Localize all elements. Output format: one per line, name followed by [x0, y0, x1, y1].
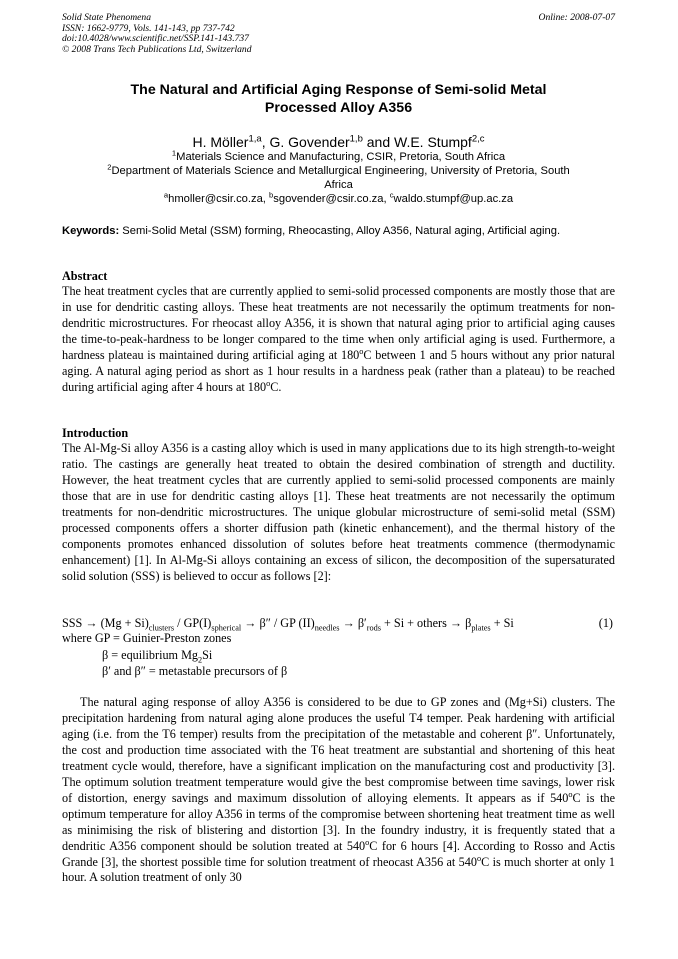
- author-2-affil: 1,b: [349, 133, 363, 145]
- author-sep-2: and: [362, 134, 395, 150]
- email-c[interactable]: waldo.stumpf@up.ac.za: [393, 192, 514, 205]
- eq-part: + Si: [490, 616, 514, 630]
- eq-subscript: needles: [314, 623, 340, 633]
- affiliation-1-marker: 1: [171, 148, 177, 158]
- degree-sign: o: [568, 789, 573, 799]
- journal-name: Solid State Phenomena: [62, 12, 151, 23]
- def-1-text-end: Si: [202, 648, 213, 662]
- degree-sign: o: [365, 837, 370, 847]
- eq-part: + Si + others → β: [380, 616, 472, 630]
- affiliation-2: [62, 162, 615, 179]
- email-a[interactable]: hmoller@csir.co.za,: [168, 192, 270, 205]
- affiliation-2-cont: Africa: [324, 178, 353, 191]
- author-list: [62, 133, 615, 151]
- introduction-heading: Introduction: [62, 426, 129, 440]
- online-date: Online: 2008-07-07: [538, 12, 615, 23]
- para2-part-2: C is the optimum temperature for alloy A356 in terms of the compromise between shortening heat treatment time as well as minimising the risk of blistering and distortion [3]. In the foundry industry, it is frequently stated that a dendritic A356 component should be solution treated at 540: [62, 790, 615, 853]
- equation-where: where GP = Guinier-Preston zones: [62, 631, 232, 645]
- author-1: H. Möller: [192, 134, 249, 150]
- affiliation-2-text: Department of Materials Science and Metallurgical Engineering, University of Pretoria, South: [111, 164, 570, 177]
- affiliation-1-text: Materials Science and Manufacturing, CSIR, Pretoria, South Africa: [176, 151, 506, 163]
- author-3-affil: 2,c: [471, 133, 485, 145]
- email-c-marker: c: [389, 189, 394, 199]
- title-line-2: Processed Alloy A356: [264, 99, 413, 116]
- para2-part-4: C is much shorter at only 1 hour. A solution treatment of only 30: [62, 854, 615, 885]
- author-2: G. Govender: [269, 134, 350, 150]
- email-list: [62, 189, 615, 207]
- eq-subscript: plates: [471, 623, 491, 633]
- keywords-label: Keywords:: [62, 225, 120, 237]
- abstract-part-3: C.: [270, 379, 282, 394]
- affiliation-2-marker: 2: [107, 162, 112, 172]
- abstract-part-2: C between 1 and 5 hours without any prior natural aging. A natural aging period as short as 1 hour results in a hardness peak (rather than a plateau) to be reached during artificial aging after 4 hours at 180: [62, 347, 616, 394]
- def-1-subscript: 2: [198, 655, 203, 665]
- keywords: [62, 224, 615, 239]
- issn-line: ISSN: 1662-9779, Vols. 141-143, pp 737-742: [62, 22, 235, 34]
- author-sep-1: ,: [261, 134, 270, 150]
- para2-part-3: C for 6 hours [4]. According to Rosso and Actis Grande [3], the shortest possible time for solution treatment of rheocast A356 at 540: [62, 838, 615, 869]
- journal-header: [62, 13, 615, 55]
- abstract-text: [62, 284, 615, 396]
- degree-sign: o: [476, 853, 482, 863]
- introduction-para-2: [62, 695, 615, 886]
- degree-sign: o: [266, 378, 271, 388]
- eq-subscript: rods: [366, 623, 381, 633]
- equation-def-2: β′ and β″ = metastable precursors of β: [102, 664, 288, 678]
- abstract-heading: Abstract: [62, 269, 108, 283]
- keywords-text: Semi-Solid Metal (SSM) forming, Rheocasting, Alloy A356, Natural aging, Artificial aging.: [119, 225, 561, 237]
- author-3: W.E. Stumpf: [394, 134, 472, 150]
- eq-part: SSS → (Mg + Si): [62, 616, 149, 630]
- eq-subscript: spherical: [211, 623, 242, 633]
- doi-line: doi:10.4028/www.scientific.net/SSP.141-143.737: [62, 33, 249, 45]
- affiliation-1: [62, 148, 615, 165]
- email-b-marker: b: [269, 189, 274, 199]
- degree-sign: o: [359, 346, 364, 356]
- para2-part-1: The natural aging response of alloy A356 is considered to be due to GP zones and (Mg+Si) clusters. The precipitation hardening from natural aging alone produces the useful T4 temper. Peak hardening with artificial aging (i.e. from the T6 temper) results from the precipitation of the metastable and coherent β″. Unfortunately, the cost and production time associated with the T6 heat treatment are substantial and shortening of this heat treatment cycle would, therefore, have a significant implication on the manufacturing cost and productivity [3]. The optimum solution treatment temperature would give the best compromise between time savings, lower risk of distortion, energy savings and maximum dissolution of alloying elements. It appears as if 540: [62, 695, 615, 805]
- equation-number: (1): [598, 616, 613, 630]
- equation-def-1: [102, 648, 212, 664]
- abstract-part-1: The heat treatment cycles that are currently applied to semi-solid processed components are mostly those that are in use for dendritic casting alloys. These heat treatments are not necessarily the optimum treatments for non-dendritic microstructures. For rheocast alloy A356, it is shown that natural aging prior to artificial aging causes the time-to-peak-hardness to be longer compared to the time when only artificial aging is used. Furthermore, a hardness plateau is maintained during artificial aging at 180: [62, 284, 615, 362]
- eq-part: → β′: [339, 616, 367, 630]
- affiliations: [62, 148, 615, 207]
- author-1-affil: 1,a: [248, 133, 262, 145]
- paper-title: [62, 82, 615, 117]
- introduction-para-1: The Al-Mg-Si alloy A356 is a casting alloy which is used in many applications due to its high strength-to-weight ratio. The castings are generally heat treated to obtain the desired combination of strength and ductility. However, the heat treatment cycles that are currently applied to semi-solid processed components are mainly those that are in use for dendritic casting alloys [1]. These heat treatments are not necessarily the optimum treatments for non-dendritic microstructures. The unique globular microstructure of semi-solid metal (SSM) processed components offers a shorter diffusion path (kinetic enhancement), and the thermal history of the components promotes enhanced dissolution of solutes before heat treatments commence (thermodynamic enhancement) [1]. In Al-Mg-Si alloys containing an excess of silicon, the decomposition of the supersaturated solid solution (SSS) is believed to occur as follows [2]:: [62, 441, 615, 583]
- def-1-text: β = equilibrium Mg: [102, 648, 199, 662]
- title-line-1: The Natural and Artificial Aging Response of Semi-solid Metal: [130, 82, 547, 98]
- eq-part: → β″ / GP (II): [241, 616, 315, 630]
- email-b[interactable]: sgovender@csir.co.za,: [273, 192, 390, 205]
- copyright-line: © 2008 Trans Tech Publications Ltd, Switzerland: [62, 43, 252, 55]
- email-a-marker: a: [163, 189, 169, 199]
- eq-part: / GP(I): [174, 616, 212, 630]
- reaction-equation: [62, 616, 615, 632]
- eq-subscript: clusters: [148, 623, 175, 633]
